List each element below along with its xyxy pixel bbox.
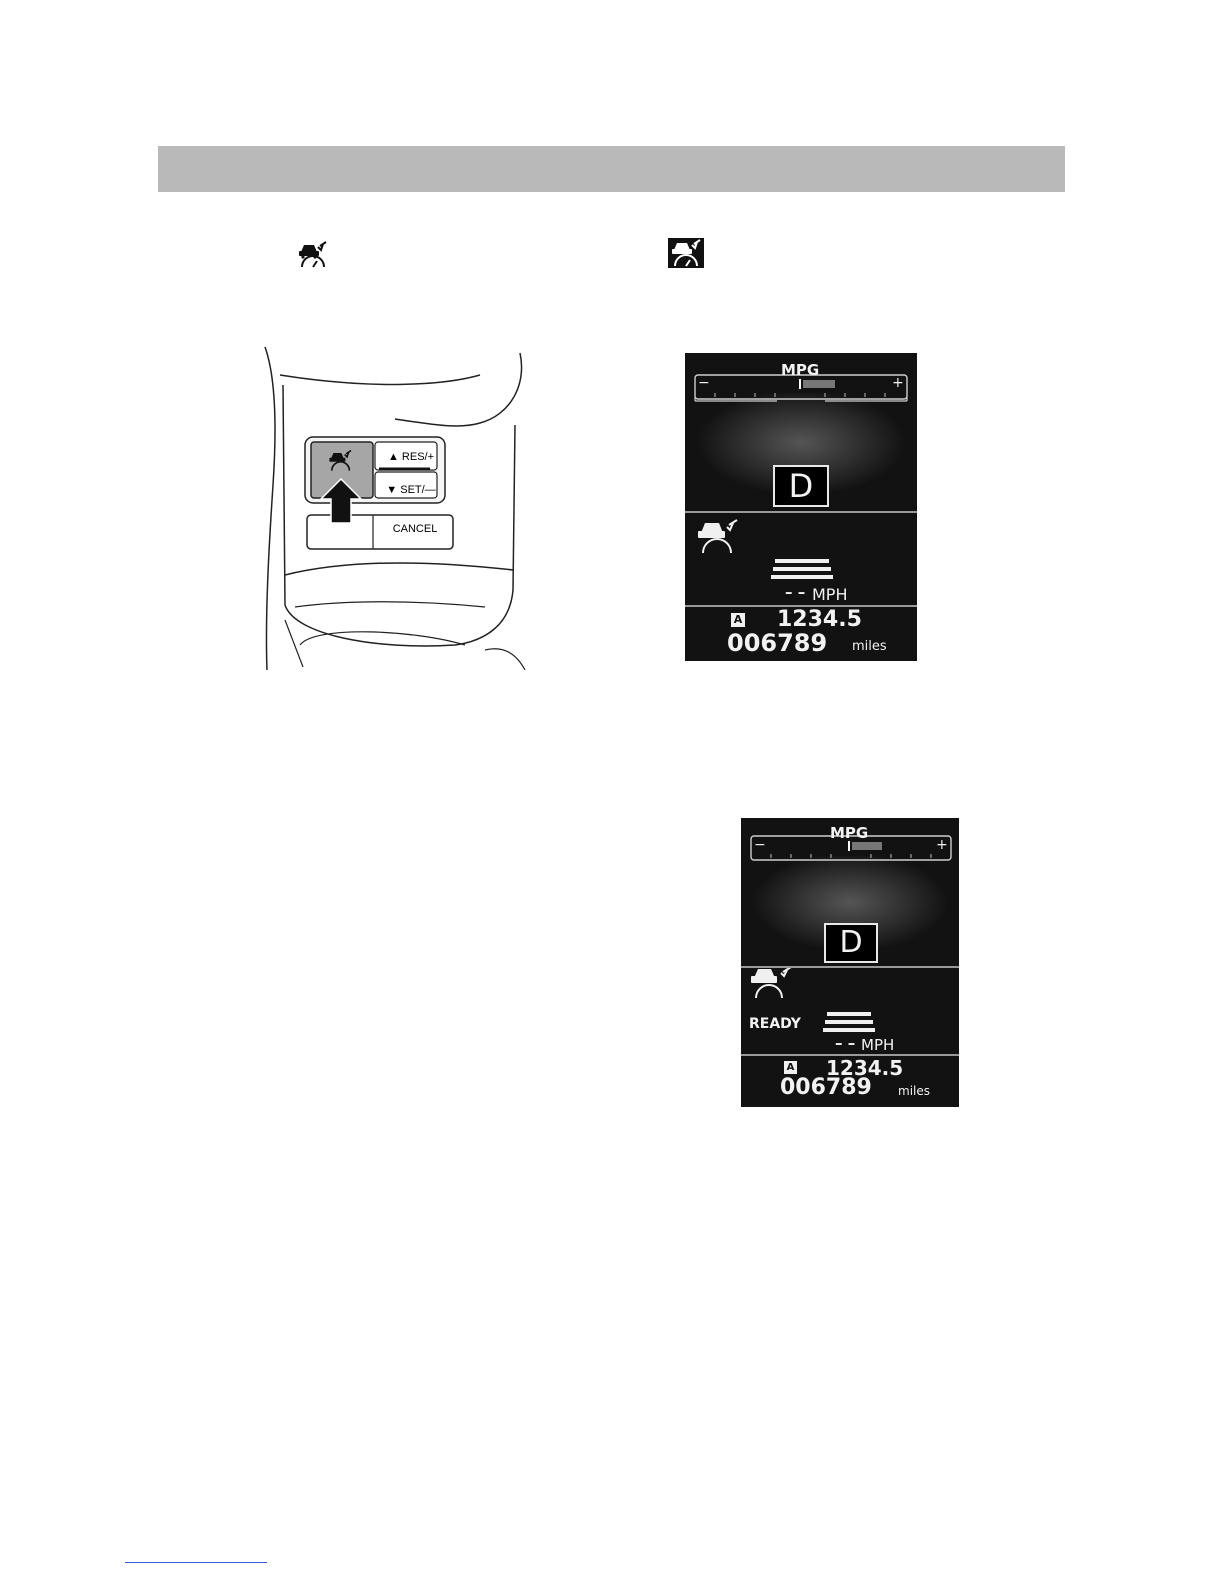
odometer-unit: miles	[852, 639, 887, 654]
mpg-plus: +	[892, 375, 904, 391]
speed-dashes: – –	[785, 583, 806, 601]
instrument-display-1	[685, 353, 917, 661]
footnote-rule	[125, 1562, 267, 1563]
display-divider	[685, 511, 917, 513]
mpg-label: MPG	[781, 361, 820, 379]
speed-bars	[823, 1012, 875, 1032]
odometer: 006789	[780, 1075, 872, 1100]
odometer: 006789	[727, 629, 828, 657]
ready-status: READY	[749, 1016, 801, 1032]
cruise-control-icon-inverted	[668, 238, 704, 268]
odometer-unit: miles	[898, 1084, 930, 1098]
speed-unit: MPH	[861, 1036, 895, 1054]
res-button-label: ▲ RES/+	[387, 451, 435, 463]
mpg-label: MPG	[830, 824, 869, 842]
cruise-control-icon	[698, 520, 737, 553]
speed-dashes: – –	[835, 1034, 856, 1052]
instrument-display-2	[741, 818, 959, 1107]
speed-unit: MPH	[812, 585, 848, 604]
trip-meter: 1234.5	[777, 607, 862, 632]
trip-meter: 1234.5	[826, 1056, 904, 1080]
cancel-button-label: CANCEL	[392, 523, 438, 535]
cruise-control-icon	[296, 240, 330, 268]
steering-switch-illustration	[255, 345, 535, 670]
gear-indicator: D	[773, 465, 829, 507]
mpg-plus: +	[936, 837, 948, 853]
mpg-minus: −	[754, 837, 766, 853]
section-header-bar	[158, 146, 1065, 192]
gear-indicator: D	[824, 923, 878, 963]
mpg-minus: −	[698, 375, 710, 391]
trip-a-badge: A	[784, 1061, 797, 1074]
trip-a-badge: A	[731, 613, 745, 627]
speed-bars	[771, 559, 833, 579]
set-button-label: ▼ SET/—	[386, 484, 436, 496]
cruise-control-icon	[751, 967, 791, 998]
display-divider	[741, 966, 959, 968]
